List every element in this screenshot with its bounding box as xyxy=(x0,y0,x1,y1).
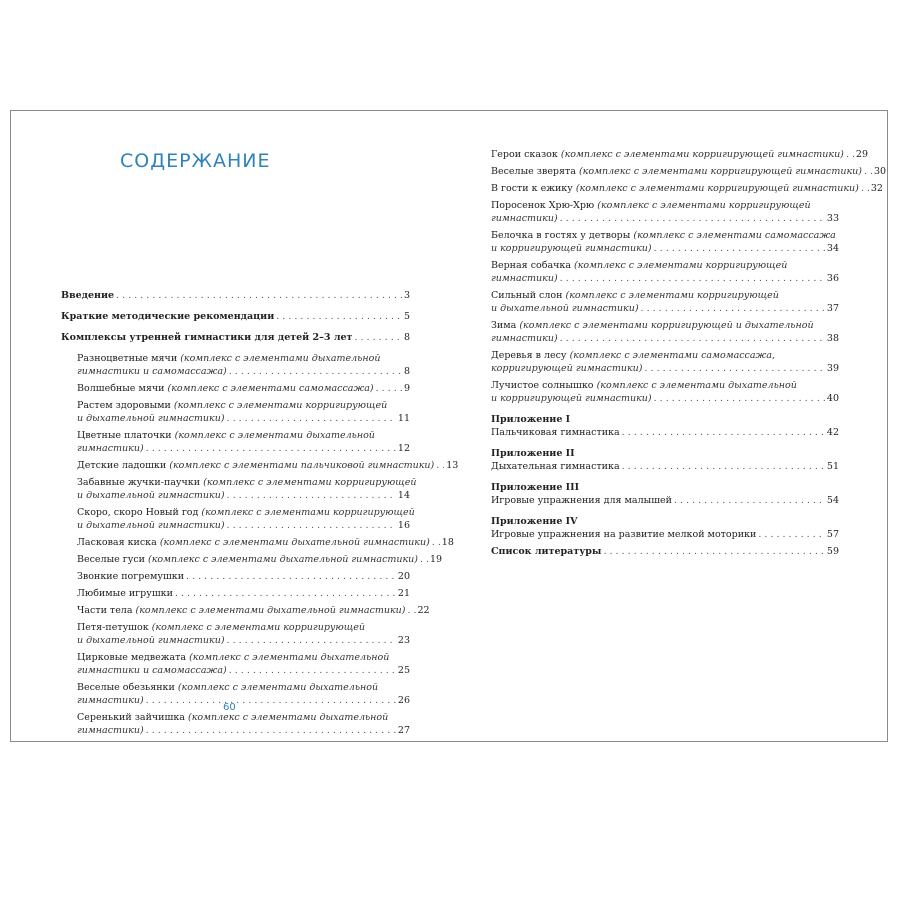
toc-entry-note: (комплекс с элементами корригирующей и дыхательной xyxy=(519,320,814,331)
toc-appendix xyxy=(491,413,839,439)
toc-page-number: 38 xyxy=(826,333,839,344)
toc-entry-note: и дыхательной гимнастики) xyxy=(77,520,225,531)
toc-page-number: 33 xyxy=(826,213,839,224)
toc-label xyxy=(77,694,144,707)
toc-entry xyxy=(61,399,410,425)
toc-page-number: 51 xyxy=(826,461,839,472)
toc-entry-note: (комплекс с элементами дыхательной xyxy=(187,712,389,723)
toc-line xyxy=(77,459,459,472)
page-title: СОДЕРЖАНИЕ xyxy=(120,150,271,172)
toc-entry-note: и дыхательной гимнастики) xyxy=(77,635,225,646)
toc-line xyxy=(491,392,839,405)
toc-leader xyxy=(354,331,402,344)
toc-entry-title: Разноцветные мячи xyxy=(77,353,178,364)
toc-label xyxy=(61,289,114,302)
toc-line xyxy=(491,272,839,285)
toc-page-number: 16 xyxy=(397,520,410,531)
toc-page-number: 40 xyxy=(826,393,839,404)
toc-label xyxy=(491,332,558,345)
toc-line xyxy=(491,528,839,541)
toc-leader xyxy=(116,289,402,302)
toc-line xyxy=(491,545,839,558)
toc-line xyxy=(77,634,410,647)
toc-page-number: 9 xyxy=(403,383,410,394)
toc-line xyxy=(491,199,839,212)
toc-line xyxy=(61,331,410,344)
toc-label xyxy=(491,242,652,255)
toc-entry xyxy=(61,331,410,344)
toc-entry xyxy=(61,289,410,302)
toc-line xyxy=(77,536,454,549)
toc-line xyxy=(77,587,410,600)
toc-page-number: 30 xyxy=(874,166,887,177)
toc-entry-note: гимнастики и самомассажа) xyxy=(77,366,227,377)
toc-label xyxy=(61,310,274,323)
toc-line xyxy=(77,382,410,395)
toc-entry-title: Веселые обезьянки xyxy=(77,682,175,693)
toc-line xyxy=(491,212,839,225)
toc-entry-title: Любимые игрушки xyxy=(77,588,173,599)
toc-page-number: 11 xyxy=(397,413,410,424)
toc-leader xyxy=(146,442,396,455)
toc-entry-title: Пальчиковая гимнастика xyxy=(491,427,620,438)
toc-label xyxy=(491,545,601,558)
toc-entry-title: Верная собачка xyxy=(491,260,571,271)
toc-entry-note: (комплекс с элементами корригирующей гимнастики) xyxy=(578,166,863,177)
toc-label xyxy=(77,587,173,600)
toc-entry-title: В гости к ежику xyxy=(491,183,573,194)
toc-label xyxy=(77,489,225,502)
toc-leader xyxy=(641,302,825,315)
toc-leader xyxy=(229,365,402,378)
toc-entry-title: Ласковая киска xyxy=(77,537,157,548)
toc-label xyxy=(61,331,352,344)
toc-page-number: 8 xyxy=(403,332,410,343)
toc-entry-note: (комплекс с элементами дыхательной гимнастики) xyxy=(159,537,430,548)
toc-label xyxy=(491,165,862,178)
toc-label xyxy=(77,634,225,647)
toc-page-number: 25 xyxy=(397,665,410,676)
toc-entry-note: (комплекс с элементами дыхательной xyxy=(174,430,375,441)
toc-label xyxy=(491,528,756,541)
toc-label xyxy=(77,459,434,472)
toc-leader xyxy=(276,310,402,323)
toc-line xyxy=(491,460,839,473)
toc-entry xyxy=(61,711,410,737)
toc-leader xyxy=(227,519,396,532)
toc-line xyxy=(77,352,410,365)
toc-entry-title: Цирковые медвежата xyxy=(77,652,187,663)
toc-leader xyxy=(674,494,825,507)
toc-entry-title: Петя-петушок xyxy=(77,622,149,633)
toc-label xyxy=(491,362,642,375)
toc-entry xyxy=(61,536,454,549)
toc-entry xyxy=(61,587,410,600)
toc-entry-title: Белочка в гостях у детворы xyxy=(491,230,631,241)
toc-label xyxy=(491,272,558,285)
toc-entry xyxy=(61,506,415,532)
toc-line xyxy=(491,148,868,161)
toc-label xyxy=(491,302,639,315)
toc-page-number: 54 xyxy=(826,495,839,506)
toc-label xyxy=(77,382,374,395)
toc-entry xyxy=(61,382,410,395)
toc-entry-note: (комплекс с элементами дыхательной xyxy=(189,652,390,663)
toc-page-number: 19 xyxy=(430,554,443,565)
toc-entry-note: и корригирующей гимнастики) xyxy=(491,393,652,404)
toc-entry-note: (комплекс с элементами дыхательной xyxy=(596,380,797,391)
toc-entry xyxy=(61,621,410,647)
toc-line xyxy=(61,310,410,323)
toc-page-number: 18 xyxy=(441,537,454,548)
toc-entry-title: Звонкие погремушки xyxy=(77,571,185,582)
toc-label xyxy=(491,148,844,161)
toc-page-number: 21 xyxy=(397,588,410,599)
toc-label xyxy=(77,536,430,549)
toc-line xyxy=(77,365,410,378)
toc-entry-note: (комплекс с элементами самомассажа, xyxy=(569,350,776,361)
toc-entry-note: (комплекс с элементами дыхательной гимнастики) xyxy=(135,605,406,616)
toc-entry-title: Поросенок Хрю-Хрю xyxy=(491,200,595,211)
toc-leader xyxy=(227,412,396,425)
toc-page-number: 8 xyxy=(403,366,410,377)
toc-entry-note: и дыхательной гимнастики) xyxy=(77,413,225,424)
toc-entry xyxy=(491,229,839,255)
toc-entry-note: (комплекс с элементами корригирующей гимнастики) xyxy=(560,149,844,160)
toc-label xyxy=(491,392,652,405)
toc-line xyxy=(491,259,839,272)
toc-appendix xyxy=(491,447,839,473)
toc-page-number: 34 xyxy=(826,243,839,254)
toc-page-number: 27 xyxy=(397,725,410,736)
toc-page-number: 29 xyxy=(855,149,868,160)
toc-entry xyxy=(491,182,883,195)
toc-entry xyxy=(491,289,839,315)
toc-entry-note: и дыхательной гимнастики) xyxy=(491,303,639,314)
toc-right-column xyxy=(491,148,887,562)
toc-entry-title: Деревья в лесу xyxy=(491,350,567,361)
toc-label xyxy=(77,553,418,566)
toc-entry-title: Лучистое солнышко xyxy=(491,380,594,391)
toc-leader xyxy=(560,332,825,345)
toc-entry xyxy=(491,148,868,161)
toc-entry-title: Герои сказок xyxy=(491,149,558,160)
toc-line xyxy=(77,476,417,489)
toc-label xyxy=(491,182,859,195)
toc-page-number: 36 xyxy=(826,273,839,284)
toc-leader xyxy=(227,489,396,502)
toc-page-number: 5 xyxy=(403,311,410,322)
toc-entry-title: Веселые зверята xyxy=(491,166,576,177)
toc-entry-title: Цветные платочки xyxy=(77,430,172,441)
toc-label xyxy=(491,426,620,439)
toc-page-number: 42 xyxy=(826,427,839,438)
toc-label xyxy=(77,664,227,677)
toc-leader xyxy=(146,724,396,737)
toc-entry xyxy=(491,199,839,225)
toc-entry-title: Список литературы xyxy=(491,546,602,557)
toc-entry-note: (комплекс с элементами самомассажа) xyxy=(167,383,374,394)
toc-entry xyxy=(61,459,459,472)
toc-entry-note: (комплекс с элементами дыхательной xyxy=(177,682,379,693)
toc-entry xyxy=(61,604,430,617)
toc-entry-note: (комплекс с элементами корригирующей xyxy=(203,477,417,488)
toc-entry xyxy=(491,545,839,558)
toc-line xyxy=(491,302,839,315)
toc-line xyxy=(491,494,839,507)
toc-page-number: 13 xyxy=(446,460,459,471)
toc-entry-note: (комплекс с элементами корригирующей xyxy=(201,507,415,518)
toc-line xyxy=(77,694,410,707)
toc-leader xyxy=(861,182,869,195)
toc-appendix-heading: Приложение II xyxy=(491,448,575,459)
toc-entry-note: (комплекс с элементами дыхательной xyxy=(180,353,381,364)
toc-line xyxy=(61,289,410,302)
toc-line xyxy=(77,570,410,583)
toc-line xyxy=(77,399,410,412)
toc-entry xyxy=(491,349,839,375)
toc-leader xyxy=(408,604,416,617)
toc-appendix-heading: Приложение IV xyxy=(491,516,578,527)
toc-entry xyxy=(491,319,839,345)
page-number: 60 xyxy=(223,702,236,713)
toc-entry-note: гимнастики) xyxy=(491,333,558,344)
toc-entry-note: (комплекс с элементами пальчиковой гимнастики) xyxy=(169,460,435,471)
toc-entry xyxy=(61,429,410,455)
toc-leader xyxy=(186,570,396,583)
toc-label xyxy=(77,519,225,532)
toc-line xyxy=(77,604,430,617)
toc-line xyxy=(491,332,839,345)
toc-entry-title: Растем здоровыми xyxy=(77,400,171,411)
toc-entry-title: Введение xyxy=(61,290,115,301)
toc-leader xyxy=(146,694,396,707)
toc-line xyxy=(77,553,443,566)
toc-label xyxy=(491,494,672,507)
toc-page-number: 37 xyxy=(826,303,839,314)
toc-label xyxy=(77,365,227,378)
toc-entry-note: (комплекс с элементами корригирующей xyxy=(574,260,788,271)
toc-line xyxy=(77,429,410,442)
toc-line xyxy=(491,426,839,439)
toc-leader xyxy=(436,459,444,472)
toc-line xyxy=(491,165,887,178)
toc-leader xyxy=(175,587,396,600)
toc-page-number: 39 xyxy=(826,363,839,374)
toc-leader xyxy=(864,165,872,178)
toc-entry xyxy=(491,259,839,285)
toc-entry-title: Дыхательная гимнастика xyxy=(491,461,620,472)
toc-left-column xyxy=(61,289,459,741)
toc-leader xyxy=(376,382,402,395)
toc-appendix xyxy=(491,515,839,541)
toc-leader xyxy=(654,242,825,255)
toc-entry xyxy=(61,570,410,583)
toc-line xyxy=(77,519,410,532)
toc-line xyxy=(77,442,410,455)
toc-label xyxy=(77,570,184,583)
toc-leader xyxy=(654,392,825,405)
toc-leader xyxy=(560,212,825,225)
toc-page-number: 32 xyxy=(870,183,883,194)
toc-leader xyxy=(420,553,428,566)
toc-entry-title: Серенький зайчишка xyxy=(77,712,185,723)
toc-page-number: 12 xyxy=(397,443,410,454)
toc-label xyxy=(77,442,144,455)
toc-label xyxy=(77,604,406,617)
toc-line xyxy=(491,182,883,195)
toc-entry-title: Игровые упражнения для малышей xyxy=(491,495,672,506)
toc-entry-note: (комплекс с элементами корригирующей xyxy=(151,622,366,633)
toc-line xyxy=(77,621,410,634)
toc-entry-note: (комплекс с элементами самомассажа xyxy=(633,230,836,241)
toc-page-number: 14 xyxy=(397,490,410,501)
toc-entry-title: Части тела xyxy=(77,605,133,616)
toc-label xyxy=(77,724,144,737)
toc-leader xyxy=(622,460,825,473)
toc-appendix-heading: Приложение I xyxy=(491,414,571,425)
toc-entry-note: (комплекс с элементами корригирующей гимнастики) xyxy=(575,183,859,194)
toc-line xyxy=(77,651,410,664)
toc-entry-title: Веселые гуси xyxy=(77,554,146,565)
toc-entry-title: Скоро, скоро Новый год xyxy=(77,507,199,518)
toc-leader xyxy=(846,148,854,161)
toc-entry-note: (комплекс с элементами корригирующей xyxy=(597,200,811,211)
toc-line xyxy=(77,711,410,724)
toc-leader xyxy=(229,664,396,677)
toc-page-number: 57 xyxy=(826,529,839,540)
toc-page-number: 20 xyxy=(397,571,410,582)
toc-line xyxy=(491,229,839,242)
toc-entry-note: и дыхательной гимнастики) xyxy=(77,490,225,501)
toc-entry-title: Сильный слон xyxy=(491,290,563,301)
toc-entry xyxy=(491,165,887,178)
toc-entry-title: Комплексы утренней гимнастики для детей 2–3 лет xyxy=(61,332,353,343)
toc-entry-note: гимнастики) xyxy=(77,695,144,706)
toc-entry-title: Детские ладошки xyxy=(77,460,167,471)
toc-entry-note: корригирующей гимнастики) xyxy=(491,363,643,374)
toc-entry-note: гимнастики) xyxy=(491,273,558,284)
toc-leader xyxy=(758,528,825,541)
toc-entry-note: гимнастики) xyxy=(77,443,144,454)
toc-page-number: 59 xyxy=(826,546,839,557)
toc-page-number: 3 xyxy=(403,290,410,301)
toc-page-number: 26 xyxy=(397,695,410,706)
toc-leader xyxy=(432,536,440,549)
toc-page-number: 22 xyxy=(417,605,430,616)
toc-entry xyxy=(491,379,839,405)
toc-line xyxy=(491,362,839,375)
toc-label xyxy=(491,212,558,225)
toc-line xyxy=(77,412,410,425)
toc-entry-note: (комплекс с элементами корригирующей xyxy=(565,290,779,301)
toc-entry-note: гимнастики и самомассажа) xyxy=(77,665,227,676)
toc-entry-note: (комплекс с элементами корригирующей xyxy=(173,400,388,411)
toc-entry xyxy=(61,476,417,502)
toc-leader xyxy=(622,426,825,439)
toc-line xyxy=(77,489,410,502)
toc-entry-note: гимнастики) xyxy=(77,725,144,736)
toc-line xyxy=(491,349,839,362)
toc-line xyxy=(77,681,410,694)
toc-line xyxy=(491,379,839,392)
toc-leader xyxy=(560,272,825,285)
toc-entry-title: Волшебные мячи xyxy=(77,383,165,394)
toc-line xyxy=(491,289,839,302)
toc-label xyxy=(77,412,225,425)
toc-line xyxy=(77,724,410,737)
toc-appendix xyxy=(491,481,839,507)
toc-entry-title: Зима xyxy=(491,320,517,331)
toc-entry-note: гимнастики) xyxy=(491,213,558,224)
toc-line xyxy=(491,242,839,255)
toc-label xyxy=(491,460,620,473)
toc-line xyxy=(77,506,415,519)
toc-page-number: 23 xyxy=(397,635,410,646)
toc-leader xyxy=(644,362,824,375)
toc-entry xyxy=(61,651,410,677)
toc-leader xyxy=(603,545,824,558)
toc-entry-title: Краткие методические рекомендации xyxy=(61,311,275,322)
toc-line xyxy=(77,664,410,677)
toc-entry-title: Игровые упражнения на развитие мелкой моторики xyxy=(491,529,757,540)
toc-entry-title: Забавные жучки-паучки xyxy=(77,477,201,488)
toc-entry xyxy=(61,310,410,323)
toc-appendix-heading: Приложение III xyxy=(491,482,580,493)
toc-entry-note: и корригирующей гимнастики) xyxy=(491,243,652,254)
toc-entry xyxy=(61,553,443,566)
toc-entry-note: (комплекс с элементами дыхательной гимнастики) xyxy=(148,554,419,565)
toc-line xyxy=(491,319,839,332)
toc-leader xyxy=(227,634,396,647)
toc-entry xyxy=(61,352,410,378)
